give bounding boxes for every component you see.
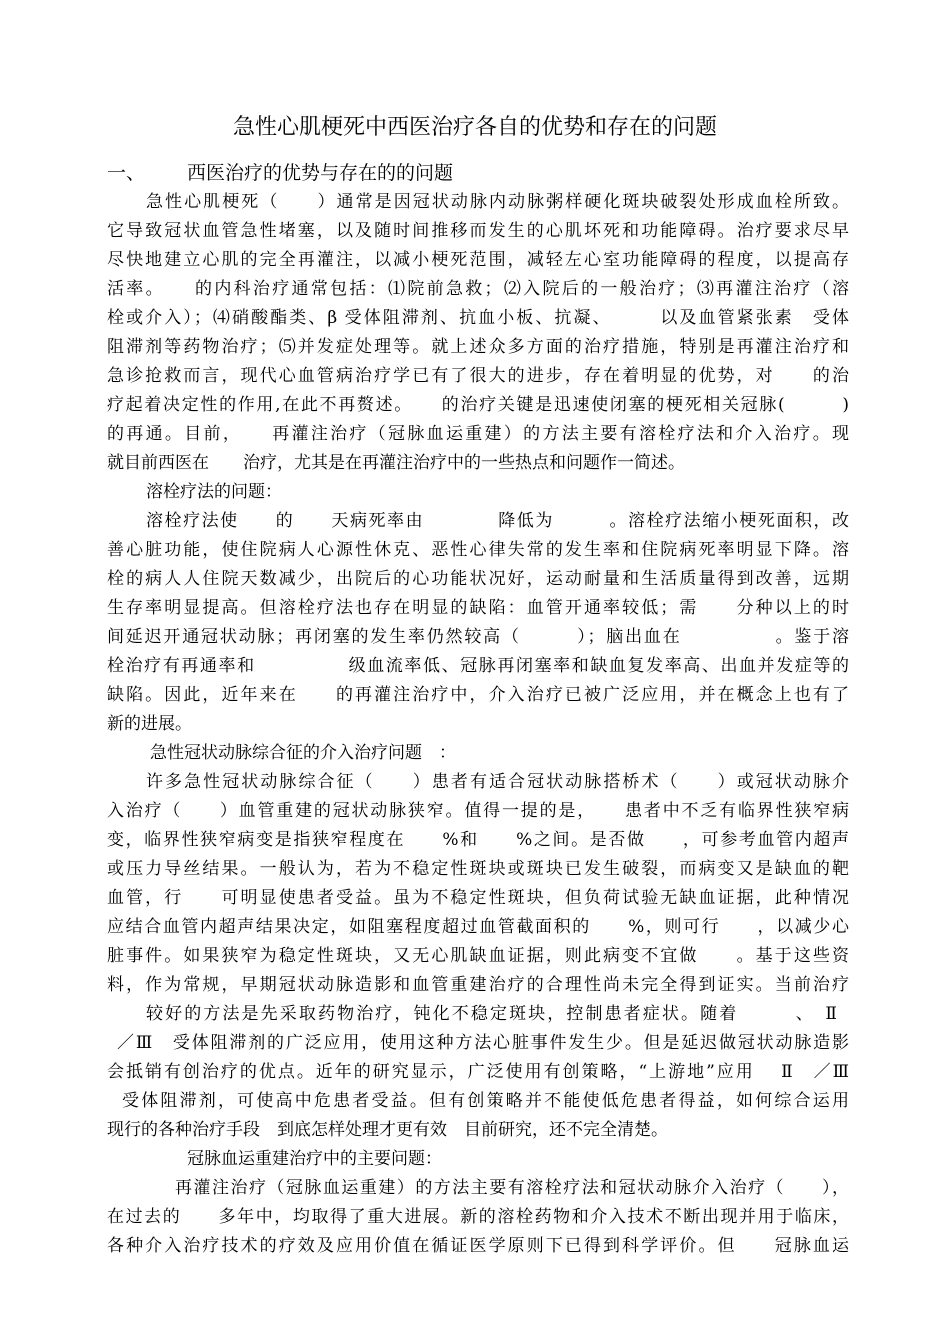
section-heading	[107, 158, 453, 188]
text-line: 入治疗（ ）血管重建的冠状动脉狭窄。值得一提的是， 患者中不乏有临界性狭窄病	[107, 801, 849, 821]
text-line: 尽快地建立心肌的完全再灌注，以减小梗死范围，减轻左心室功能障碍的程度，以提高存	[107, 250, 849, 270]
text-line: 生存率明显提高。但溶栓疗法也存在明显的缺陷：血管开通率较低；需 分种以上的时	[107, 598, 849, 618]
text-line: 新的进展。	[107, 714, 192, 734]
text-line: ／Ⅲ 受体阻滞剂的广泛应用，使用这种方法心脏事件发生少。但是延迟做冠状动脉造影	[117, 1033, 849, 1053]
text-line: 栓的病人人住院天数减少，出院后的心功能状况好，运动耐量和生活质量得到改善，远期	[107, 569, 849, 589]
text-line: 栓或介入）；⑷硝酸酯类、β 受体阻滞剂、抗血小板、抗凝、 以及血管紧张素 受体	[107, 308, 849, 328]
text-line: 它导致冠状血管急性堵塞，以及随时间推移而发生的心肌坏死和功能障碍。治疗要求尽早	[107, 221, 849, 241]
document-title: 急性心肌梗死中西医治疗各自的优势和存在的问题	[232, 115, 717, 140]
text-line: 溶栓疗法使 的 天病死率由 降低为 。溶栓疗法缩小梗死面积，改	[146, 511, 849, 531]
section-heading-text: 西医治疗的优势与存在的的问题	[187, 162, 454, 184]
text-line: 缺陷。因此，近年来在 的再灌注治疗中，介入治疗已被广泛应用，并在概念上也有了	[107, 685, 849, 705]
text-line: 就目前西医在 治疗，尤其是在再灌注治疗中的一些热点和问题作一简述。	[107, 453, 685, 473]
text-line: 在过去的 多年中，均取得了重大进展。新的溶栓药物和介入技术不断出现并用于临床，	[107, 1207, 849, 1227]
text-line: 会抵销有创治疗的优点。近年的研究显示，广泛使用有创策略，“上游地”应用 Ⅱ ／Ⅲ	[107, 1062, 849, 1082]
text-line: 较好的方法是先采取药物治疗，钝化不稳定斑块，控制患者症状。随着 、 Ⅱ	[146, 1004, 837, 1024]
section-number: 一、	[107, 162, 146, 184]
text-line: 脏事件。如果狭窄为稳定性斑块，又无心肌缺血证据，则此病变不宜做 。基于这些资	[107, 946, 849, 966]
text-line: 疗起着决定性的作用,在此不再赘述。 的治疗关键是迅速使闭塞的梗死相关冠脉( )	[107, 395, 849, 415]
text-line: 血管，行 可明显使患者受益。虽为不稳定性斑块，但负荷试验无缺血证据，此种情况	[107, 888, 849, 908]
text-line: 间延迟开通冠状动脉；再闭塞的发生率仍然较高（ ）；脑出血在 。鉴于溶	[107, 627, 849, 647]
subheading-acs-intervention: 急性冠状动脉综合征的介入治疗问题 ：	[150, 743, 456, 763]
subheading-revascularization: 冠脉血运重建治疗中的主要问题：	[187, 1149, 442, 1169]
text-line: 活率。 的内科治疗通常包括：⑴院前急救；⑵入院后的一般治疗；⑶再灌注治疗（溶	[107, 279, 849, 299]
text-line: 变，临界性狭窄病变是指狭窄程度在 %和 %之间。是否做 ，可参考血管内超声	[107, 830, 849, 850]
text-line: 许多急性冠状动脉综合征（ ）患者有适合冠状动脉搭桥术（ ）或冠状动脉介	[146, 772, 849, 792]
text-line: 料，作为常规，早期冠状动脉造影和血管重建治疗的合理性尚未完全得到证实。当前治疗	[107, 975, 849, 995]
text-line: 或压力导丝结果。一般认为，若为不稳定性斑块或斑块已发生破裂，而病变又是缺血的靶	[107, 859, 849, 879]
text-line: 的再通。目前， 再灌注治疗（冠脉血运重建）的方法主要有溶栓疗法和介入治疗。现	[107, 424, 849, 444]
text-line: 栓治疗有再通率和 级血流率低、冠脉再闭塞率和缺血复发率高、出血并发症等的	[107, 656, 849, 676]
text-line: 再灌注治疗（冠脉血运重建）的方法主要有溶栓疗法和冠状动脉介入治疗（ ），	[175, 1178, 849, 1198]
text-line: 应结合血管内超声结果决定，如阻塞程度超过血管截面积的 %，则可行 ，以减少心	[107, 917, 849, 937]
text-line: 阻滞剂等药物治疗；⑸并发症处理等。就上述众多方面的治疗措施，特别是再灌注治疗和	[107, 337, 849, 357]
text-line: 急诊抢救而言，现代心血管病治疗学已有了很大的进步，存在着明显的优势，对 的治	[107, 366, 849, 386]
text-line: 受体阻滞剂，可使高中危患者受益。但有创策略并不能使低危患者得益，如何综合运用	[122, 1091, 849, 1111]
text-line: 急性心肌梗死（ ）通常是因冠状动脉内动脉粥样硬化斑块破裂处形成血栓所致。	[146, 192, 849, 212]
text-line: 善心脏功能，使住院病人心源性休克、恶性心律失常的发生率和住院病死率明显下降。溶	[107, 540, 849, 560]
subheading-thrombolysis: 溶栓疗法的问题：	[146, 482, 282, 502]
text-line: 现行的各种治疗手段 到底怎样处理才更有效 目前研究，还不完全清楚。	[107, 1120, 668, 1140]
text-line: 各种介入治疗技术的疗效及应用价值在循证医学原则下已得到科学评价。但 冠脉血运	[107, 1236, 849, 1256]
